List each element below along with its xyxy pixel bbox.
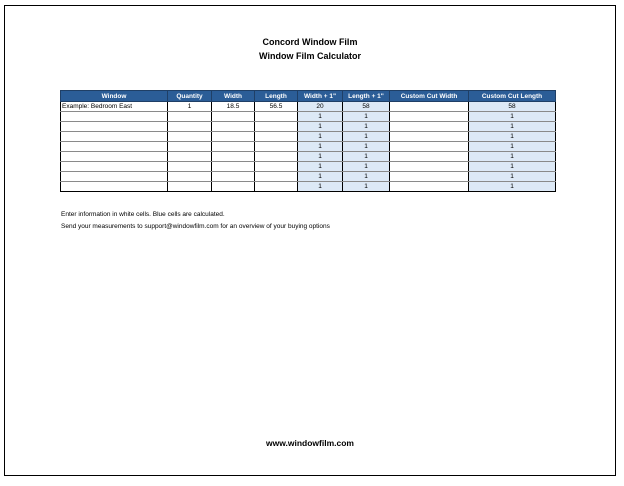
custom-cut-width-cell[interactable] bbox=[390, 182, 469, 192]
column-header-width: Width bbox=[212, 91, 255, 102]
width-cell[interactable] bbox=[212, 112, 255, 122]
custom-cut-width-cell[interactable] bbox=[390, 162, 469, 172]
table-row bbox=[61, 112, 556, 122]
quantity-cell[interactable] bbox=[168, 162, 212, 172]
column-header-length-plus-1: Length + 1" bbox=[343, 91, 390, 102]
length-plus-1-cell: 1 bbox=[343, 182, 390, 192]
length-cell[interactable]: 56.5 bbox=[255, 102, 298, 112]
custom-cut-length-cell: 1 bbox=[469, 132, 556, 142]
quantity-cell[interactable] bbox=[168, 112, 212, 122]
length-cell[interactable] bbox=[255, 162, 298, 172]
length-cell[interactable] bbox=[255, 122, 298, 132]
width-plus-1-cell: 1 bbox=[298, 122, 343, 132]
length-plus-1-cell: 1 bbox=[343, 172, 390, 182]
custom-cut-length-cell: 1 bbox=[469, 182, 556, 192]
window-film-calculator-table bbox=[60, 90, 556, 192]
custom-cut-length-cell: 1 bbox=[469, 172, 556, 182]
window-cell[interactable] bbox=[61, 172, 168, 182]
table-row bbox=[61, 102, 556, 112]
table-row bbox=[61, 122, 556, 132]
width-plus-1-cell: 1 bbox=[298, 132, 343, 142]
width-plus-1-cell: 20 bbox=[298, 102, 343, 112]
quantity-cell[interactable] bbox=[168, 182, 212, 192]
custom-cut-width-cell[interactable] bbox=[390, 122, 469, 132]
instructions-note: Enter information in white cells. Blue cells are calculated. bbox=[61, 211, 225, 218]
length-plus-1-cell: 58 bbox=[343, 102, 390, 112]
width-plus-1-cell: 1 bbox=[298, 112, 343, 122]
table-row bbox=[61, 152, 556, 162]
width-plus-1-cell: 1 bbox=[298, 182, 343, 192]
width-plus-1-cell: 1 bbox=[298, 172, 343, 182]
table-header-row bbox=[61, 91, 556, 102]
width-cell[interactable] bbox=[212, 162, 255, 172]
column-header-custom-cut-length: Custom Cut Length bbox=[469, 91, 556, 102]
quantity-cell[interactable] bbox=[168, 122, 212, 132]
window-cell[interactable] bbox=[61, 162, 168, 172]
quantity-cell[interactable] bbox=[168, 142, 212, 152]
custom-cut-width-cell[interactable] bbox=[390, 132, 469, 142]
spreadsheet-page bbox=[4, 5, 616, 476]
width-cell[interactable] bbox=[212, 152, 255, 162]
width-cell[interactable] bbox=[212, 142, 255, 152]
column-header-custom-cut-width: Custom Cut Width bbox=[390, 91, 469, 102]
width-cell[interactable] bbox=[212, 172, 255, 182]
width-plus-1-cell: 1 bbox=[298, 162, 343, 172]
custom-cut-width-cell[interactable] bbox=[390, 102, 469, 112]
quantity-cell[interactable]: 1 bbox=[168, 102, 212, 112]
window-cell[interactable] bbox=[61, 132, 168, 142]
length-cell[interactable] bbox=[255, 152, 298, 162]
custom-cut-width-cell[interactable] bbox=[390, 112, 469, 122]
column-header-length: Length bbox=[255, 91, 298, 102]
width-cell[interactable]: 18.5 bbox=[212, 102, 255, 112]
custom-cut-width-cell[interactable] bbox=[390, 172, 469, 182]
quantity-cell[interactable] bbox=[168, 172, 212, 182]
window-cell[interactable] bbox=[61, 122, 168, 132]
calculator-title: Window Film Calculator bbox=[259, 51, 361, 61]
table-row bbox=[61, 172, 556, 182]
custom-cut-length-cell: 1 bbox=[469, 122, 556, 132]
length-plus-1-cell: 1 bbox=[343, 132, 390, 142]
length-plus-1-cell: 1 bbox=[343, 122, 390, 132]
width-cell[interactable] bbox=[212, 122, 255, 132]
window-cell[interactable] bbox=[61, 182, 168, 192]
length-cell[interactable] bbox=[255, 112, 298, 122]
column-header-window: Window bbox=[61, 91, 168, 102]
custom-cut-length-cell: 1 bbox=[469, 152, 556, 162]
length-plus-1-cell: 1 bbox=[343, 142, 390, 152]
table-row bbox=[61, 162, 556, 172]
window-cell[interactable] bbox=[61, 112, 168, 122]
custom-cut-length-cell: 1 bbox=[469, 112, 556, 122]
window-cell[interactable] bbox=[61, 152, 168, 162]
window-cell[interactable] bbox=[61, 142, 168, 152]
length-cell[interactable] bbox=[255, 172, 298, 182]
company-title: Concord Window Film bbox=[262, 37, 358, 47]
table-row bbox=[61, 182, 556, 192]
length-plus-1-cell: 1 bbox=[343, 162, 390, 172]
length-plus-1-cell: 1 bbox=[343, 152, 390, 162]
length-cell[interactable] bbox=[255, 182, 298, 192]
table-body bbox=[61, 102, 556, 192]
custom-cut-length-cell: 58 bbox=[469, 102, 556, 112]
column-header-quantity: Quantity bbox=[168, 91, 212, 102]
table-row bbox=[61, 132, 556, 142]
width-plus-1-cell: 1 bbox=[298, 152, 343, 162]
column-header-width-plus-1: Width + 1" bbox=[298, 91, 343, 102]
window-cell[interactable]: Example: Bedroom East bbox=[61, 102, 168, 112]
table-row bbox=[61, 142, 556, 152]
quantity-cell[interactable] bbox=[168, 132, 212, 142]
width-plus-1-cell: 1 bbox=[298, 142, 343, 152]
custom-cut-length-cell: 1 bbox=[469, 142, 556, 152]
length-plus-1-cell: 1 bbox=[343, 112, 390, 122]
website-footer: www.windowfilm.com bbox=[266, 438, 354, 448]
custom-cut-width-cell[interactable] bbox=[390, 142, 469, 152]
contact-note: Send your measurements to support@windowfilm.com for an overview of your buying options bbox=[61, 223, 330, 230]
length-cell[interactable] bbox=[255, 142, 298, 152]
quantity-cell[interactable] bbox=[168, 152, 212, 162]
custom-cut-length-cell: 1 bbox=[469, 162, 556, 172]
custom-cut-width-cell[interactable] bbox=[390, 152, 469, 162]
length-cell[interactable] bbox=[255, 132, 298, 142]
width-cell[interactable] bbox=[212, 182, 255, 192]
width-cell[interactable] bbox=[212, 132, 255, 142]
